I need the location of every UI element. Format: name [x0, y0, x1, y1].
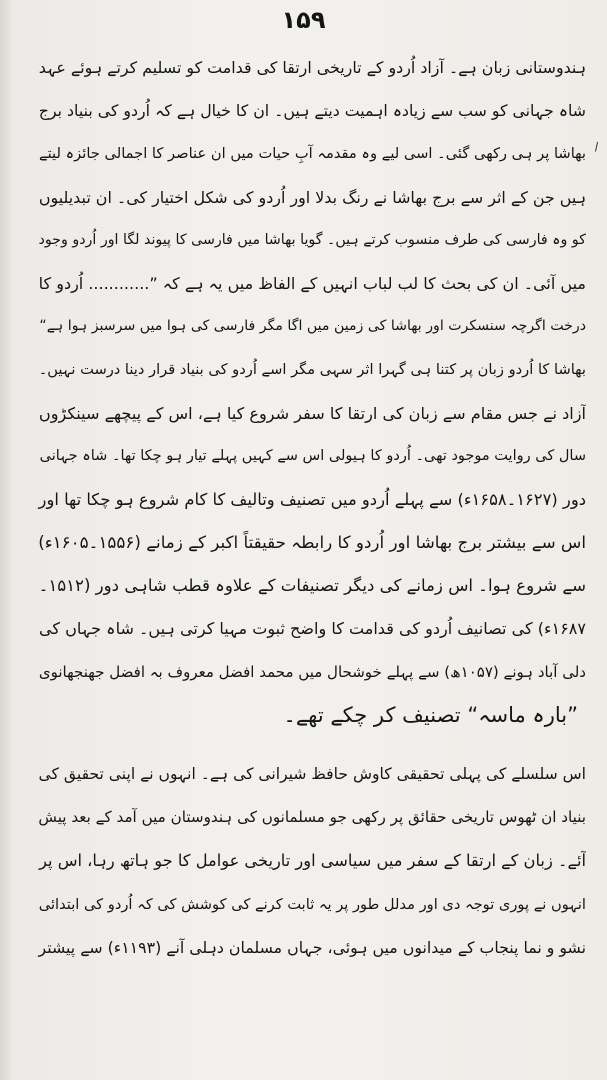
text-line: آزاد نے جس مقام سے زبان کی ارتقا کا سفر شروع کیا ہے، اس کے پیچھے سینکڑوں	[38, 403, 586, 423]
page-binding-shadow	[0, 0, 14, 1080]
text-line: نشو و نما پنجاب کے میدانوں میں ہوئی، جہاں مسلمان دہلی آنے (۱۱۹۳ء) سے پیشتر	[38, 937, 586, 957]
text-line: دور (۱۶۲۷۔۱۶۵۸ء) سے پہلے اُردو میں تصنیف وتالیف کا کام شروع ہو چکا تھا اور	[38, 489, 586, 509]
text-line: درخت اگرچہ سنسکرت اور بھاشا کی زمین میں اگا مگر فارسی کی ہوا میں سرسبز ہوا ہے“	[39, 318, 586, 335]
text-line: میں آئی۔ ان کی بحث کا لب لباب انہیں کے الفاظ میں یہ ہے کہ ”............ اُردو کا	[38, 273, 586, 293]
paragraph-2	[30, 753, 586, 969]
page-number: ۱۵۹	[281, 6, 326, 34]
text-line: اس سے بیشتر برج بھاشا اور اُردو کا رابطہ حقیقتاً اکبر کے زمانے (۱۵۵۶۔۱۶۰۵ء)	[38, 532, 586, 553]
text-line: بھاشا پر ہی رکھی گئی۔ اسی لیے وہ مقدمہ آبِ حیات میں ان عناصر کا اجمالی جائزہ لیتے	[39, 145, 586, 163]
text-line: کو وہ فارسی کی طرف منسوب کرتے ہیں۔ گویا بھاشا میں فارسی کا پیوند لگا اور اُردو وجود	[38, 231, 586, 248]
margin-pencil-mark	[595, 142, 601, 153]
text-line: ہیں جن کے اثر سے برج بھاشا نے رنگ بدلا اور اُردو کی شکل اختیار کی۔ ان تبدیلیوں	[38, 187, 586, 207]
paragraph-1	[30, 46, 586, 737]
text-line: انہوں نے پوری توجہ دی اور مدلل طور پر یہ ثابت کرنے کی کوشش کی کہ اُردو کی ابتدائی	[38, 895, 586, 913]
text-line: آئے۔ زبان کے ارتقا کے سفر میں سیاسی اور تاریخی عوامل کا جو ہاتھ رہا، اس پر	[39, 851, 586, 871]
text-line: ۱۶۸۷ء) کی تصانیف اُردو کی قدامت کا واضح ثبوت مہیا کرتی ہیں۔ شاہ جہاں کی	[38, 619, 586, 639]
text-line: بھاشا کا اُردو زبان پر کتنا ہی گہرا اثر سہی مگر اسے اُردو کی بنیاد قرار دینا درست نہیں۔	[38, 361, 586, 379]
text-line: ہندوستانی زبان ہے۔ آزاد اُردو کے تاریخی ارتقا کی قدامت کو تسلیم کرتے ہوئے عہد	[38, 58, 586, 77]
text-line: سال کی روایت موجود تھی۔ اُردو کا ہیولی اس سے کہیں پہلے تیار ہو چکا تھا۔ شاہ جہانی	[39, 447, 586, 464]
text-line: سے شروع ہوا۔ اس زمانے کی دیگر تصنیفات کے علاوہ قطب شاہی دور (۱۵۱۲۔	[38, 576, 586, 596]
text-line: اس سلسلے کی پہلی تحقیقی کاوش حافظ شیرانی کی ہے۔ انہوں نے اپنی تحقیق کی	[38, 765, 586, 783]
paragraph-gap	[30, 737, 586, 753]
text-line: دلی آباد ہونے (۱۰۵۷ھ) سے پہلے خوشحال میں محمد افضل معروف بہ افضل جھنجھانوی	[38, 662, 586, 681]
urdu-body-text	[30, 46, 586, 969]
text-line: شاہ جہانی کو سب سے زیادہ اہمیت دیتے ہیں۔ ان کا خیال ہے کہ اُردو کی بنیاد برج	[38, 101, 586, 121]
text-line: بنیاد ان ٹھوس تاریخی حقائق پر رکھی جو مسلمانوں کی ہندوستان میں آمد کے بعد پیش	[38, 808, 586, 827]
text-line: ”بارہ ماسہ“ تصنیف کر چکے تھے۔	[283, 702, 578, 727]
